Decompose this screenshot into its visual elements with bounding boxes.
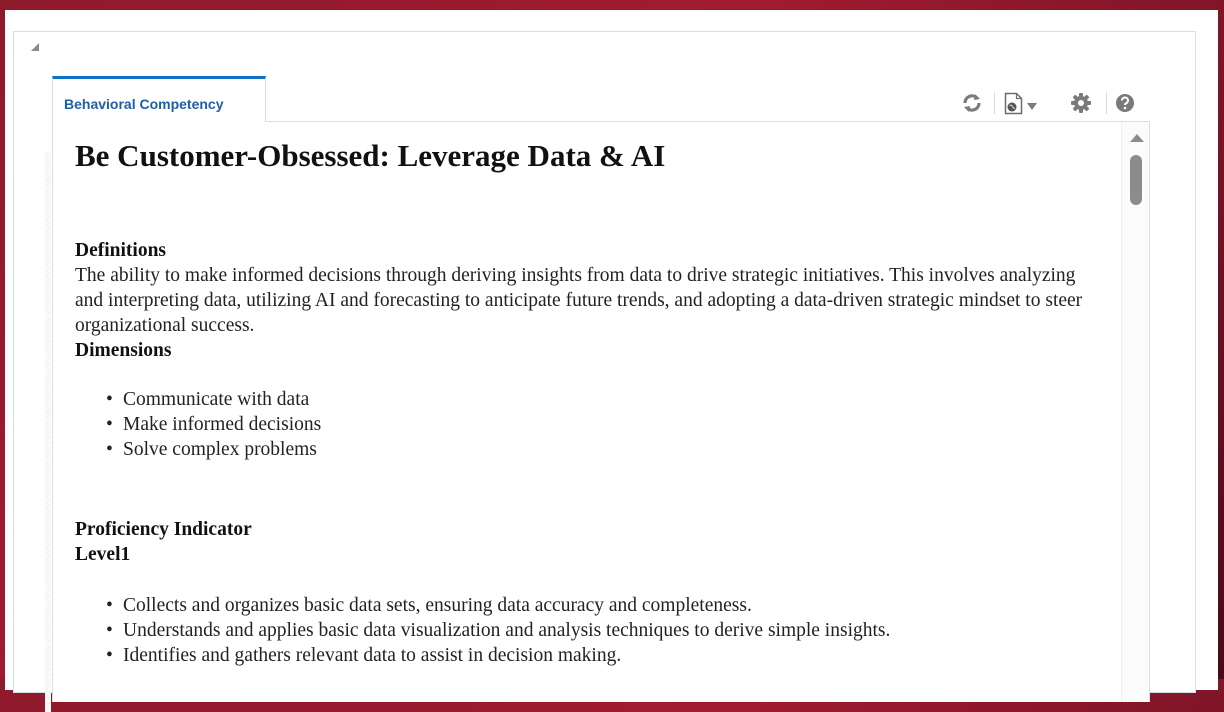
definitions-heading: Definitions bbox=[75, 240, 167, 261]
export-document-icon[interactable] bbox=[1004, 90, 1024, 121]
competency-panel bbox=[13, 31, 1196, 693]
list-item: • Communicate with data bbox=[123, 387, 1105, 412]
level1-heading: Level1 bbox=[75, 544, 131, 565]
content-pane bbox=[52, 121, 1150, 702]
tab-behavioral-competency[interactable] bbox=[52, 76, 266, 122]
dropdown-caret-icon[interactable] bbox=[1027, 98, 1037, 116]
collapse-toggle-icon[interactable] bbox=[31, 43, 39, 51]
toolbar-separator bbox=[1106, 92, 1107, 114]
list-item: • Solve complex problems bbox=[123, 437, 1105, 462]
competency-title: Be Customer-Obsessed: Leverage Data & AI bbox=[75, 138, 666, 173]
scrollbar-thumb[interactable] bbox=[1130, 155, 1142, 205]
tab-label: Behavioral Competency bbox=[64, 96, 224, 112]
list-item: • Understands and applies basic data visualization and analysis techniques to derive simple insights. bbox=[123, 618, 1105, 643]
proficiency-heading: Proficiency Indicator bbox=[75, 519, 252, 540]
dimensions-heading: Dimensions bbox=[75, 340, 172, 361]
scroll-up-arrow-icon[interactable] bbox=[1130, 134, 1144, 142]
refresh-icon[interactable] bbox=[961, 92, 983, 119]
vertical-scrollbar[interactable] bbox=[1121, 122, 1149, 702]
toolbar-separator bbox=[994, 92, 995, 114]
definitions-text: The ability to make informed decisions through deriving insights from data to drive strategic initiatives. This involves analyzing and interpreting data, utilizing AI and forecasting to anticipate future trends, and adopting a data-driven strategic mindset to steer organizational success. bbox=[75, 265, 1083, 336]
dimensions-list bbox=[75, 387, 1105, 462]
settings-gear-icon[interactable] bbox=[1070, 92, 1092, 119]
list-item: • Make informed decisions bbox=[123, 412, 1105, 437]
list-item: • Collects and organizes basic data sets, ensuring data accuracy and completeness. bbox=[123, 593, 1105, 618]
list-item: • Identifies and gathers relevant data to assist in decision making. bbox=[123, 643, 1105, 668]
level1-list bbox=[75, 593, 1105, 668]
competency-document bbox=[75, 136, 1105, 668]
help-icon[interactable] bbox=[1115, 93, 1135, 118]
pane-edge-decoration bbox=[45, 152, 51, 712]
